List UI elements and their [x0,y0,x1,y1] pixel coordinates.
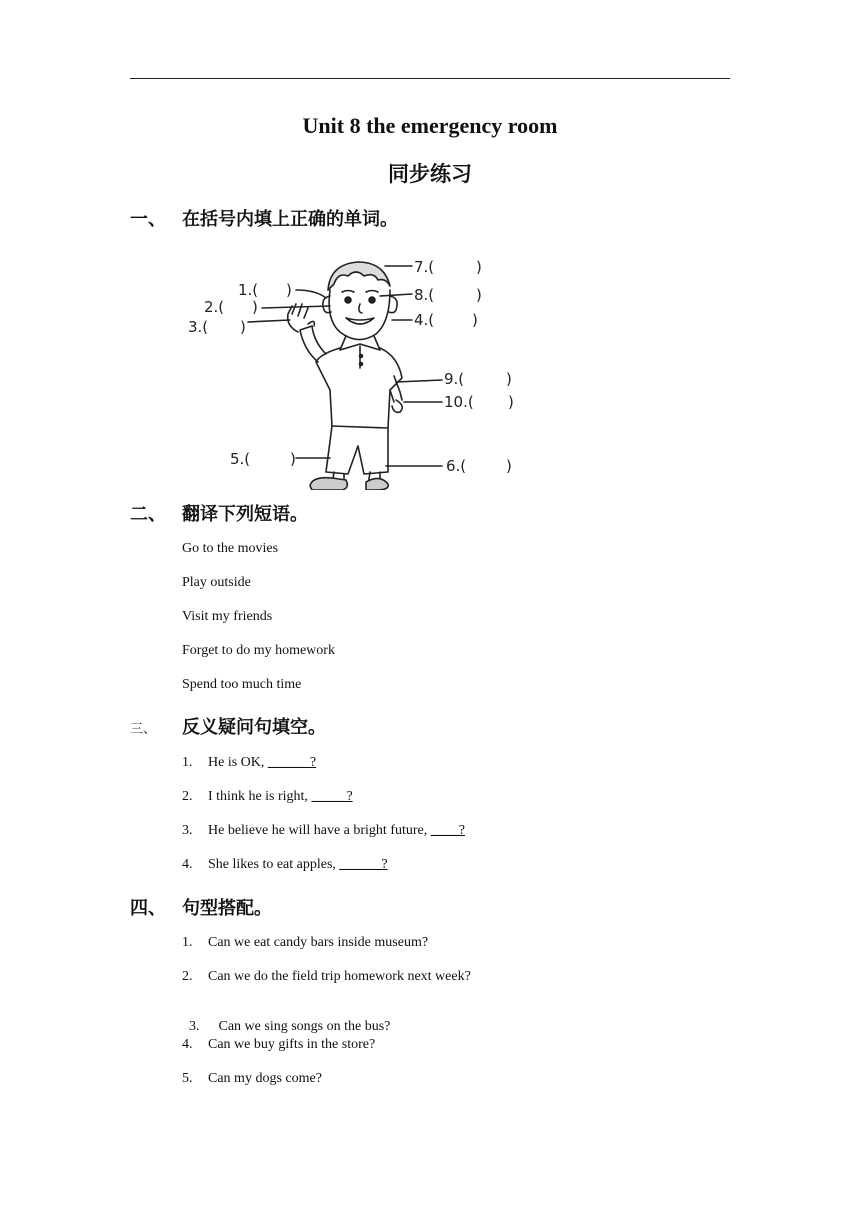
item-text: He believe he will have a bright future, [208,823,431,838]
phrase-item: Go to the movies [182,541,279,556]
question-item [182,1071,322,1087]
answer-blank[interactable]: ______? [267,755,317,770]
section-number: 三、 [130,722,157,737]
item-number: 3. [189,1019,200,1034]
figure-label-1-close: ) [286,281,292,299]
section-1-heading [130,205,398,231]
item-text: Can we do the field trip homework next week? [208,969,471,984]
phrase-item: Play outside [182,575,251,590]
answer-blank[interactable]: _____? [311,789,353,804]
item-number: 4. [182,1037,193,1052]
item-number: 2. [182,969,193,984]
figure-label-7-open: 7.( [414,258,435,276]
header-rule [130,78,730,79]
item-number: 2. [182,789,193,804]
figure-label-7-close: ) [476,258,482,276]
item-number: 1. [182,755,193,770]
item-number: 1. [182,935,193,950]
section-2-heading [130,500,308,526]
question-item [182,823,465,839]
phrase-item: Spend too much time [182,677,302,692]
section-title: 在括号内填上正确的单词。 [182,209,398,230]
figure-label-5-close: ) [290,450,296,468]
item-number: 4. [182,857,193,872]
section-title: 翻译下列短语。 [182,504,308,525]
section-3-heading [130,713,326,739]
figure-label-6-close: ) [506,457,512,475]
item-text: I think he is right, [208,789,312,804]
figure-label-1-open: 1.( [238,281,259,299]
figure-label-8-close: ) [476,286,482,304]
answer-blank[interactable]: ____? [430,823,465,838]
figure-label-6-open: 6.( [446,457,467,475]
item-text: She likes to eat apples, [208,857,340,872]
question-item [182,935,428,951]
figure-label-2-close: ) [252,298,258,316]
question-item [182,969,471,985]
figure-label-10-open: 10.( [444,393,474,411]
question-item [182,1003,390,1035]
item-text: Can we eat candy bars inside museum? [208,935,429,950]
item-text: Can we sing songs on the bus? [215,1019,391,1034]
section-number: 一、 [130,209,166,230]
page-title: Unit 8 the emergency room [302,113,558,138]
figure-label-8-open: 8.( [414,286,435,304]
item-number: 5. [182,1071,193,1086]
section-4-heading [130,894,272,920]
question-item [182,857,388,873]
item-text: He is OK, [208,755,268,770]
figure-label-9-close: ) [506,370,512,388]
figure-label-9-open: 9.( [444,370,465,388]
figure-label-3-open: 3.( [188,318,209,336]
section-title: 句型搭配。 [182,898,272,919]
item-text: Can we buy gifts in the store? [208,1037,376,1052]
figure-label-4-open: 4.( [414,311,435,329]
question-item [182,789,353,805]
section-number: 四、 [130,898,166,919]
page-subtitle: 同步练习 [388,162,472,186]
question-item [182,755,316,771]
section-title: 反义疑问句填空。 [182,717,326,738]
boy-body-parts-figure [180,250,540,490]
answer-blank[interactable]: ______? [339,857,388,872]
figure-label-3-close: ) [240,318,246,336]
phrase-item: Visit my friends [182,609,273,624]
phrase-item: Forget to do my homework [182,643,335,658]
question-item [182,1037,375,1053]
section-number: 二、 [130,504,166,525]
item-number: 3. [182,823,193,838]
figure-label-10-close: ) [508,393,514,411]
figure-label-5-open: 5.( [230,450,251,468]
figure-label-4-close: ) [472,311,478,329]
figure-label-2-open: 2.( [204,298,225,316]
item-text: Can my dogs come? [208,1071,322,1086]
